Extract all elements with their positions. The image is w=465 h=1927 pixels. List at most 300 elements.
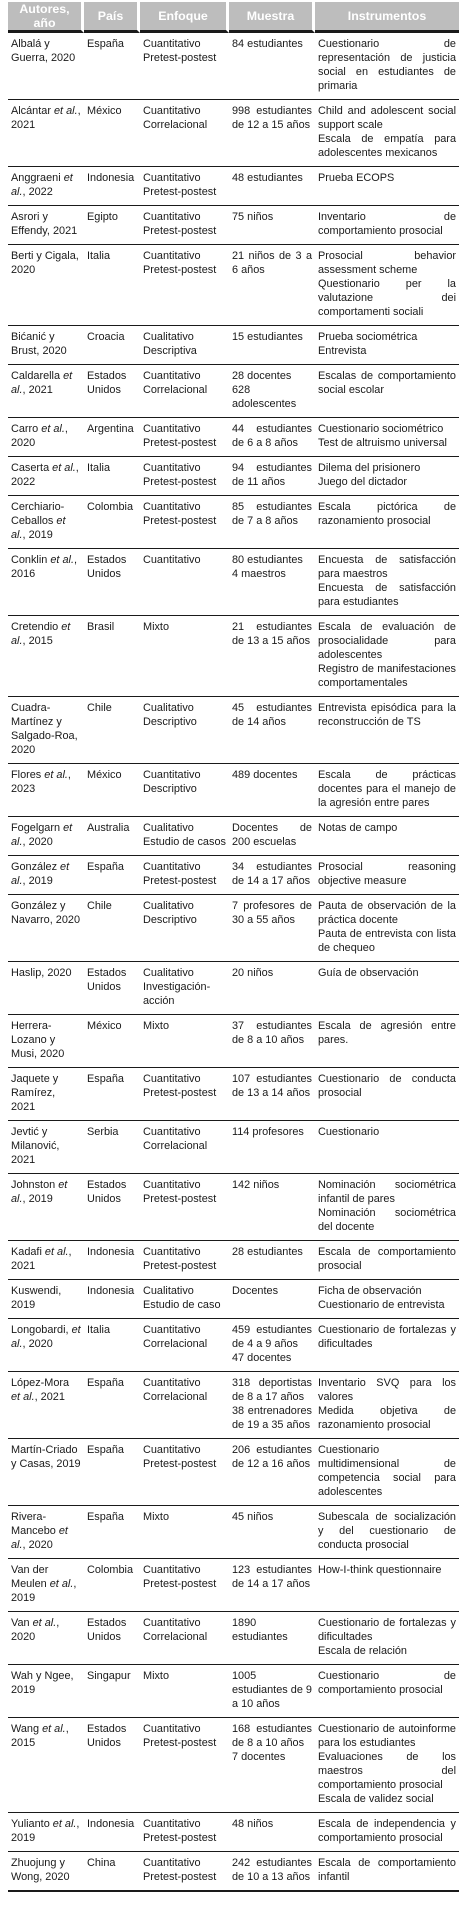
cell-approach-line: Pretest-postest: [143, 1832, 217, 1844]
cell-instruments: [315, 33, 459, 100]
cell-instruments-line: Escala de comportamiento infantil: [318, 1857, 456, 1883]
cell-instruments-line: Escala de independencia y comportamiento prosocial: [318, 1818, 456, 1844]
cell-approach: [140, 496, 229, 549]
cell-approach: [140, 1319, 229, 1372]
cell-approach-line: Correlacional: [143, 1140, 208, 1152]
cell-sample: [229, 326, 315, 365]
cell-author: Caldarella et al., 2021: [8, 365, 84, 418]
cell-author: Van et al., 2020: [8, 1612, 84, 1665]
cell-author: Longobardi, et al., 2020: [8, 1319, 84, 1372]
cell-sample-line: 1890 estudiantes: [232, 1617, 288, 1643]
cell-instruments: [315, 418, 459, 457]
cell-country: Indonesia: [84, 167, 140, 206]
cell-instruments: [315, 856, 459, 895]
cell-country: Croacia: [84, 326, 140, 365]
cell-instruments: [315, 365, 459, 418]
et-al-italic: et al.: [11, 861, 70, 887]
cell-approach-line: Descriptivo: [143, 914, 197, 926]
cell-country: Chile: [84, 895, 140, 962]
et-al-italic: et al.: [44, 769, 68, 781]
cell-instruments: [315, 167, 459, 206]
cell-approach-line: Cuantitativo: [143, 1073, 201, 1085]
cell-sample: [229, 549, 315, 616]
table-row: [8, 616, 459, 697]
table-row: [8, 496, 459, 549]
table-row: [8, 365, 459, 418]
cell-sample: [229, 1506, 315, 1559]
cell-country: Indonesia: [84, 1280, 140, 1319]
cell-approach-line: Estudio de casos: [143, 836, 226, 848]
cell-country: Australia: [84, 817, 140, 856]
cell-approach: [140, 167, 229, 206]
cell-country: España: [84, 856, 140, 895]
cell-approach: [140, 100, 229, 167]
cell-author: González et al., 2019: [8, 856, 84, 895]
cell-sample-line: 4 maestros: [232, 568, 286, 580]
cell-author: Yulianto et al., 2019: [8, 1813, 84, 1852]
cell-approach: [140, 1439, 229, 1506]
cell-approach-line: Cuantitativo: [143, 1377, 201, 1389]
cell-approach: [140, 1612, 229, 1665]
cell-instruments-line: Cuestionario de representación de justicia social en estudiantes de primaria: [318, 38, 456, 92]
cell-instruments: [315, 457, 459, 496]
cell-author: Bićanić y Brust, 2020: [8, 326, 84, 365]
cell-sample-line: 45 niños: [232, 1511, 274, 1523]
cell-approach: [140, 962, 229, 1015]
cell-sample: [229, 1319, 315, 1372]
cell-sample-line: 142 niños: [232, 1179, 280, 1191]
cell-instruments-line: Escala de comportamiento prosocial: [318, 1246, 456, 1272]
cell-approach-line: Cuantitativo: [143, 38, 201, 50]
cell-sample-line: 7 profesores de 30 a 55 años: [232, 900, 312, 926]
cell-approach-line: Pretest-postest: [143, 437, 217, 449]
table-row: [8, 1813, 459, 1852]
cell-sample-line: 44 estudiantes de 6 a 8 años: [232, 423, 312, 449]
cell-instruments: [315, 100, 459, 167]
cell-approach-line: Mixto: [143, 1511, 170, 1523]
cell-approach: [140, 457, 229, 496]
cell-approach-line: Correlacional: [143, 119, 208, 131]
cell-country: Estados Unidos: [84, 1174, 140, 1241]
cell-sample-line: 48 estudiantes: [232, 172, 303, 184]
cell-approach: [140, 1121, 229, 1174]
table-row: [8, 1612, 459, 1665]
cell-approach: [140, 1372, 229, 1439]
cell-instruments-line: Cuestionario: [318, 1126, 380, 1138]
cell-approach-line: Pretest-postest: [143, 225, 217, 237]
cell-approach-line: Cuantitativo: [143, 250, 201, 262]
cell-approach-line: Cuantitativo: [143, 1246, 201, 1258]
cell-instruments-line: Escala de validez social: [318, 1793, 434, 1805]
table-row: [8, 457, 459, 496]
cell-instruments-line: Medida objetiva de razonamiento prosocial: [318, 1405, 456, 1431]
cell-approach-line: Cuantitativo: [143, 1818, 201, 1830]
cell-sample: [229, 1439, 315, 1506]
cell-author: Kadafi et al., 2021: [8, 1241, 84, 1280]
table-row: [8, 817, 459, 856]
cell-sample-line: Docentes de 200 escuelas: [232, 822, 312, 848]
cell-sample-line: 489 docentes: [232, 769, 298, 781]
cell-country: Serbia: [84, 1121, 140, 1174]
table-row: [8, 1718, 459, 1813]
cell-approach-line: Pretest-postest: [143, 1087, 217, 1099]
cell-approach: [140, 326, 229, 365]
cell-author: Jaquete y Ramírez, 2021: [8, 1068, 84, 1121]
cell-sample: [229, 856, 315, 895]
cell-sample: [229, 1813, 315, 1852]
cell-country: Estados Unidos: [84, 549, 140, 616]
cell-instruments-line: Escala de relación: [318, 1645, 407, 1657]
cell-approach-line: Investigación-acción: [143, 981, 211, 1007]
cell-instruments-line: Entrevista: [318, 345, 367, 357]
cell-approach: [140, 1813, 229, 1852]
cell-country: Colombia: [84, 496, 140, 549]
cell-approach-line: Cuantitativo: [143, 861, 201, 873]
cell-instruments-line: Escala de evaluación de prosocialidade para adolescentes: [318, 621, 456, 661]
cell-instruments-line: Cuestionario de fortalezas y dificultades: [318, 1324, 456, 1350]
et-al-italic: et al.: [41, 423, 65, 435]
cell-sample-line: 114 profesores: [232, 1126, 304, 1138]
cell-approach: [140, 418, 229, 457]
cell-sample: [229, 895, 315, 962]
cell-author: Kuswendi, 2019: [8, 1280, 84, 1319]
cell-author: Herrera-Lozano y Musi, 2020: [8, 1015, 84, 1068]
cell-approach: [140, 1241, 229, 1280]
table-row: [8, 33, 459, 100]
cell-instruments-line: Escala de empatía para adolescentes mexicanos: [318, 133, 456, 159]
cell-instruments-line: Pauta de observación de la práctica docente: [318, 900, 456, 926]
table-header: [8, 2, 459, 33]
cell-instruments: [315, 1068, 459, 1121]
cell-approach-line: Cualitativo: [143, 900, 194, 912]
cell-sample: [229, 616, 315, 697]
table-row: [8, 1319, 459, 1372]
cell-author: Conklin et al., 2016: [8, 549, 84, 616]
cell-instruments: [315, 1506, 459, 1559]
et-al-italic: et al.: [11, 515, 66, 541]
cell-sample-line: 28 estudiantes: [232, 1246, 303, 1258]
cell-sample: [229, 1559, 315, 1612]
et-al-italic: et al.: [11, 370, 73, 396]
cell-approach-line: Cuantitativo: [143, 423, 201, 435]
cell-approach-line: Cualitativo: [143, 967, 194, 979]
cell-sample-line: 34 estudiantes de 14 a 17 años: [232, 861, 312, 887]
cell-instruments: [315, 817, 459, 856]
cell-instruments: [315, 1439, 459, 1506]
table-row: [8, 1372, 459, 1439]
et-al-italic: et al.: [11, 172, 73, 198]
cell-approach-line: Cuantitativo: [143, 1126, 201, 1138]
cell-approach-line: Cuantitativo: [143, 1564, 201, 1576]
cell-author: Asrori y Effendy, 2021: [8, 206, 84, 245]
cell-country: Indonesia: [84, 1241, 140, 1280]
studies-table: [8, 2, 459, 1892]
column-header-authors: Autores, año: [8, 2, 84, 33]
cell-author: Cretendio et al., 2015: [8, 616, 84, 697]
cell-author: Wang et al., 2015: [8, 1718, 84, 1813]
et-al-italic: et al.: [11, 1391, 35, 1403]
cell-instruments-line: Cuestionario de fortalezas y dificultades: [318, 1617, 456, 1643]
cell-country: Colombia: [84, 1559, 140, 1612]
cell-country: Estados Unidos: [84, 1612, 140, 1665]
cell-author: Berti y Cigala, 2020: [8, 245, 84, 326]
cell-country: España: [84, 1506, 140, 1559]
cell-instruments-line: Encuesta de satisfacción para maestros: [318, 554, 456, 580]
cell-instruments: [315, 1559, 459, 1612]
table-row: [8, 697, 459, 764]
table-row: [8, 167, 459, 206]
cell-approach-line: Cuantitativo: [143, 1324, 201, 1336]
cell-approach: [140, 1852, 229, 1892]
cell-sample: [229, 1241, 315, 1280]
cell-approach-line: Cualitativo: [143, 702, 194, 714]
cell-approach: [140, 365, 229, 418]
cell-sample: [229, 1174, 315, 1241]
cell-approach: [140, 856, 229, 895]
cell-approach-line: Cuantitativo: [143, 1857, 201, 1869]
cell-instruments-line: Cuestionario de conducta prosocial: [318, 1073, 456, 1099]
cell-instruments: [315, 326, 459, 365]
cell-country: Argentina: [84, 418, 140, 457]
cell-author: López-Mora et al., 2021: [8, 1372, 84, 1439]
cell-country: México: [84, 100, 140, 167]
cell-country: Italia: [84, 245, 140, 326]
cell-instruments-line: Child and adolescent social support scale: [318, 105, 456, 131]
table-row: [8, 962, 459, 1015]
cell-author: Zhuojung y Wong, 2020: [8, 1852, 84, 1892]
cell-approach-line: Mixto: [143, 1020, 170, 1032]
table-row: [8, 1852, 459, 1892]
et-al-italic: et al.: [11, 822, 73, 848]
cell-instruments: [315, 1372, 459, 1439]
cell-instruments-line: Cuestionario de autoinforme para los estudiantes: [318, 1723, 456, 1749]
cell-sample: [229, 365, 315, 418]
cell-approach-line: Pretest-postest: [143, 1737, 217, 1749]
et-al-italic: et al.: [53, 105, 78, 117]
cell-sample-line: 1005 estudiantes de 9 a 10 años: [232, 1670, 312, 1710]
table-row: [8, 1559, 459, 1612]
table-row: [8, 1439, 459, 1506]
cell-sample-line: Docentes: [232, 1285, 279, 1297]
table-row: [8, 549, 459, 616]
table-row: [8, 1015, 459, 1068]
cell-approach: [140, 1280, 229, 1319]
cell-country: Egipto: [84, 206, 140, 245]
cell-instruments-line: Cuestionario de entrevista: [318, 1299, 445, 1311]
cell-sample: [229, 1718, 315, 1813]
cell-instruments-line: Prueba ECOPS: [318, 172, 395, 184]
cell-approach-line: Correlacional: [143, 384, 208, 396]
cell-approach-line: Cuantitativo: [143, 462, 201, 474]
cell-sample-line: 7 docentes: [232, 1751, 286, 1763]
cell-approach: [140, 817, 229, 856]
cell-author: Cuadra-Martínez y Salgado-Roa, 2020: [8, 697, 84, 764]
cell-sample-line: 45 estudiantes de 14 años: [232, 702, 312, 728]
cell-approach-line: Cuantitativo: [143, 172, 201, 184]
cell-country: Estados Unidos: [84, 1718, 140, 1813]
cell-author: Caserta et al., 2022: [8, 457, 84, 496]
cell-approach: [140, 697, 229, 764]
cell-instruments: [315, 1612, 459, 1665]
cell-country: Singapur: [84, 1665, 140, 1718]
cell-sample-line: 242 estudiantes de 10 a 13 años: [232, 1857, 312, 1883]
cell-sample: [229, 100, 315, 167]
cell-country: México: [84, 1015, 140, 1068]
cell-author: Martín-Criado y Casas, 2019: [8, 1439, 84, 1506]
cell-approach-line: Pretest-postest: [143, 1193, 217, 1205]
cell-approach: [140, 616, 229, 697]
cell-instruments-line: Cuestionario de comportamiento prosocial: [318, 1670, 456, 1696]
cell-sample-line: 123 estudiantes de 14 a 17 años: [232, 1564, 312, 1590]
cell-author: Albalá y Guerra, 2020: [8, 33, 84, 100]
table-row: [8, 326, 459, 365]
cell-instruments-line: Guía de observación: [318, 967, 419, 979]
cell-sample-line: 459 estudiantes de 4 a 9 años: [232, 1324, 312, 1350]
cell-instruments-line: Cuestionario multidimensional de competencia social para adolescentes: [318, 1444, 456, 1498]
cell-sample-line: 37 estudiantes de 8 a 10 años: [232, 1020, 312, 1046]
table-row: [8, 1068, 459, 1121]
cell-instruments-line: Escala pictórica de razonamiento prosocial: [318, 501, 456, 527]
et-al-italic: et al.: [52, 462, 76, 474]
cell-sample: [229, 764, 315, 817]
cell-sample: [229, 457, 315, 496]
et-al-italic: et al.: [11, 1179, 68, 1205]
cell-approach-line: Pretest-postest: [143, 52, 217, 64]
cell-instruments-line: Encuesta de satisfacción para estudiantes: [318, 582, 456, 608]
cell-approach-line: Pretest-postest: [143, 1871, 217, 1883]
cell-sample-line: 38 entrenadores de 19 a 35 años: [232, 1405, 312, 1431]
cell-country: Italia: [84, 457, 140, 496]
cell-instruments-line: Subescala de socialización y del cuestionario de conducta prosocial: [318, 1511, 456, 1551]
cell-approach-line: Estudio de caso: [143, 1299, 221, 1311]
cell-approach-line: Cualitativo: [143, 1285, 194, 1297]
cell-sample: [229, 496, 315, 549]
et-al-italic: et al.: [11, 621, 71, 647]
cell-instruments: [315, 697, 459, 764]
table-row: [8, 1665, 459, 1718]
cell-approach-line: Cualitativo: [143, 822, 194, 834]
column-header-approach: Enfoque: [140, 2, 229, 33]
cell-country: México: [84, 764, 140, 817]
cell-instruments: [315, 1015, 459, 1068]
cell-instruments-line: Escala de prácticas docentes para el manejo de la agresión entre pares: [318, 769, 456, 809]
cell-country: Indonesia: [84, 1813, 140, 1852]
cell-author: Rivera-Mancebo et al., 2020: [8, 1506, 84, 1559]
cell-approach-line: Cualitativo: [143, 331, 194, 343]
cell-approach: [140, 1015, 229, 1068]
cell-approach: [140, 1506, 229, 1559]
cell-instruments-line: Inventario de comportamiento prosocial: [318, 211, 456, 237]
cell-instruments: [315, 962, 459, 1015]
cell-instruments-line: Prosocial reasoning objective measure: [318, 861, 456, 887]
cell-sample-line: 628 adolescentes: [232, 384, 297, 410]
cell-approach-line: Mixto: [143, 621, 170, 633]
cell-approach: [140, 549, 229, 616]
cell-sample-line: 15 estudiantes: [232, 331, 303, 343]
et-al-italic: et al.: [50, 554, 74, 566]
cell-approach-line: Pretest-postest: [143, 515, 217, 527]
cell-sample: [229, 1612, 315, 1665]
cell-instruments: [315, 1665, 459, 1718]
cell-approach-line: Pretest-postest: [143, 476, 217, 488]
cell-approach-line: Cuantitativo: [143, 554, 201, 566]
cell-instruments: [315, 764, 459, 817]
cell-approach-line: Descriptiva: [143, 345, 197, 357]
cell-instruments-line: Prueba sociométrica: [318, 331, 418, 343]
cell-sample: [229, 1121, 315, 1174]
table-row: [8, 206, 459, 245]
cell-approach: [140, 206, 229, 245]
cell-approach: [140, 895, 229, 962]
cell-instruments-line: Questionario per la valutazione dei comportamenti sociali: [318, 278, 456, 318]
cell-approach-line: Cuantitativo: [143, 1179, 201, 1191]
cell-instruments: [315, 1174, 459, 1241]
table-row: [8, 245, 459, 326]
cell-instruments-line: Entrevista episódica para la reconstrucción de TS: [318, 702, 456, 728]
cell-sample-line: 206 estudiantes de 12 a 16 años: [232, 1444, 312, 1470]
cell-approach-line: Cuantitativo: [143, 769, 201, 781]
cell-instruments-line: Prosocial behavior assessment scheme: [318, 250, 456, 276]
cell-sample: [229, 167, 315, 206]
table-body: [8, 33, 459, 1892]
cell-approach-line: Pretest-postest: [143, 1458, 217, 1470]
cell-approach-line: Pretest-postest: [143, 875, 217, 887]
cell-instruments-line: Evaluaciones de los maestros del comportamiento prosocial: [318, 1751, 456, 1791]
cell-instruments-line: Nominación sociométrica infantil de pares: [318, 1179, 456, 1205]
cell-author: Cerchiario-Ceballos et al., 2019: [8, 496, 84, 549]
cell-author: Johnston et al., 2019: [8, 1174, 84, 1241]
cell-sample-line: 21 estudiantes de 13 a 15 años: [232, 621, 312, 647]
cell-sample-line: 107 estudiantes de 13 a 14 años: [232, 1073, 312, 1099]
cell-sample-line: 85 estudiantes de 7 a 8 años: [232, 501, 312, 527]
cell-approach-line: Cuantitativo: [143, 501, 201, 513]
column-header-sample: Muestra: [229, 2, 315, 33]
cell-approach-line: Pretest-postest: [143, 1578, 217, 1590]
cell-sample-line: 80 estudiantes: [232, 554, 303, 566]
cell-instruments: [315, 895, 459, 962]
cell-instruments: [315, 1813, 459, 1852]
cell-approach: [140, 33, 229, 100]
et-al-italic: et al.: [32, 1617, 57, 1629]
cell-approach-line: Mixto: [143, 1670, 170, 1682]
cell-country: España: [84, 1068, 140, 1121]
cell-instruments-line: Test de altruismo universal: [318, 437, 447, 449]
cell-approach: [140, 1559, 229, 1612]
cell-author: Van der Meulen et al., 2019: [8, 1559, 84, 1612]
cell-sample: [229, 817, 315, 856]
table-row: [8, 856, 459, 895]
table-row: [8, 1506, 459, 1559]
table-row: [8, 100, 459, 167]
cell-author: Flores et al., 2023: [8, 764, 84, 817]
cell-sample: [229, 1068, 315, 1121]
cell-instruments-line: Escalas de comportamiento social escolar: [318, 370, 456, 396]
cell-sample-line: 20 niños: [232, 967, 274, 979]
cell-instruments: [315, 1280, 459, 1319]
table-row: [8, 1280, 459, 1319]
cell-instruments: [315, 206, 459, 245]
et-al-italic: et al.: [11, 1525, 68, 1551]
cell-sample-line: 47 docentes: [232, 1352, 292, 1364]
cell-instruments: [315, 1121, 459, 1174]
column-header-country: País: [84, 2, 140, 33]
cell-country: Estados Unidos: [84, 962, 140, 1015]
cell-author: Jevtić y Milanović, 2021: [8, 1121, 84, 1174]
cell-sample: [229, 206, 315, 245]
et-al-italic: et al.: [11, 1324, 81, 1350]
et-al-italic: et al.: [42, 1723, 66, 1735]
cell-instruments-line: Escala de agresión entre pares.: [318, 1020, 456, 1046]
